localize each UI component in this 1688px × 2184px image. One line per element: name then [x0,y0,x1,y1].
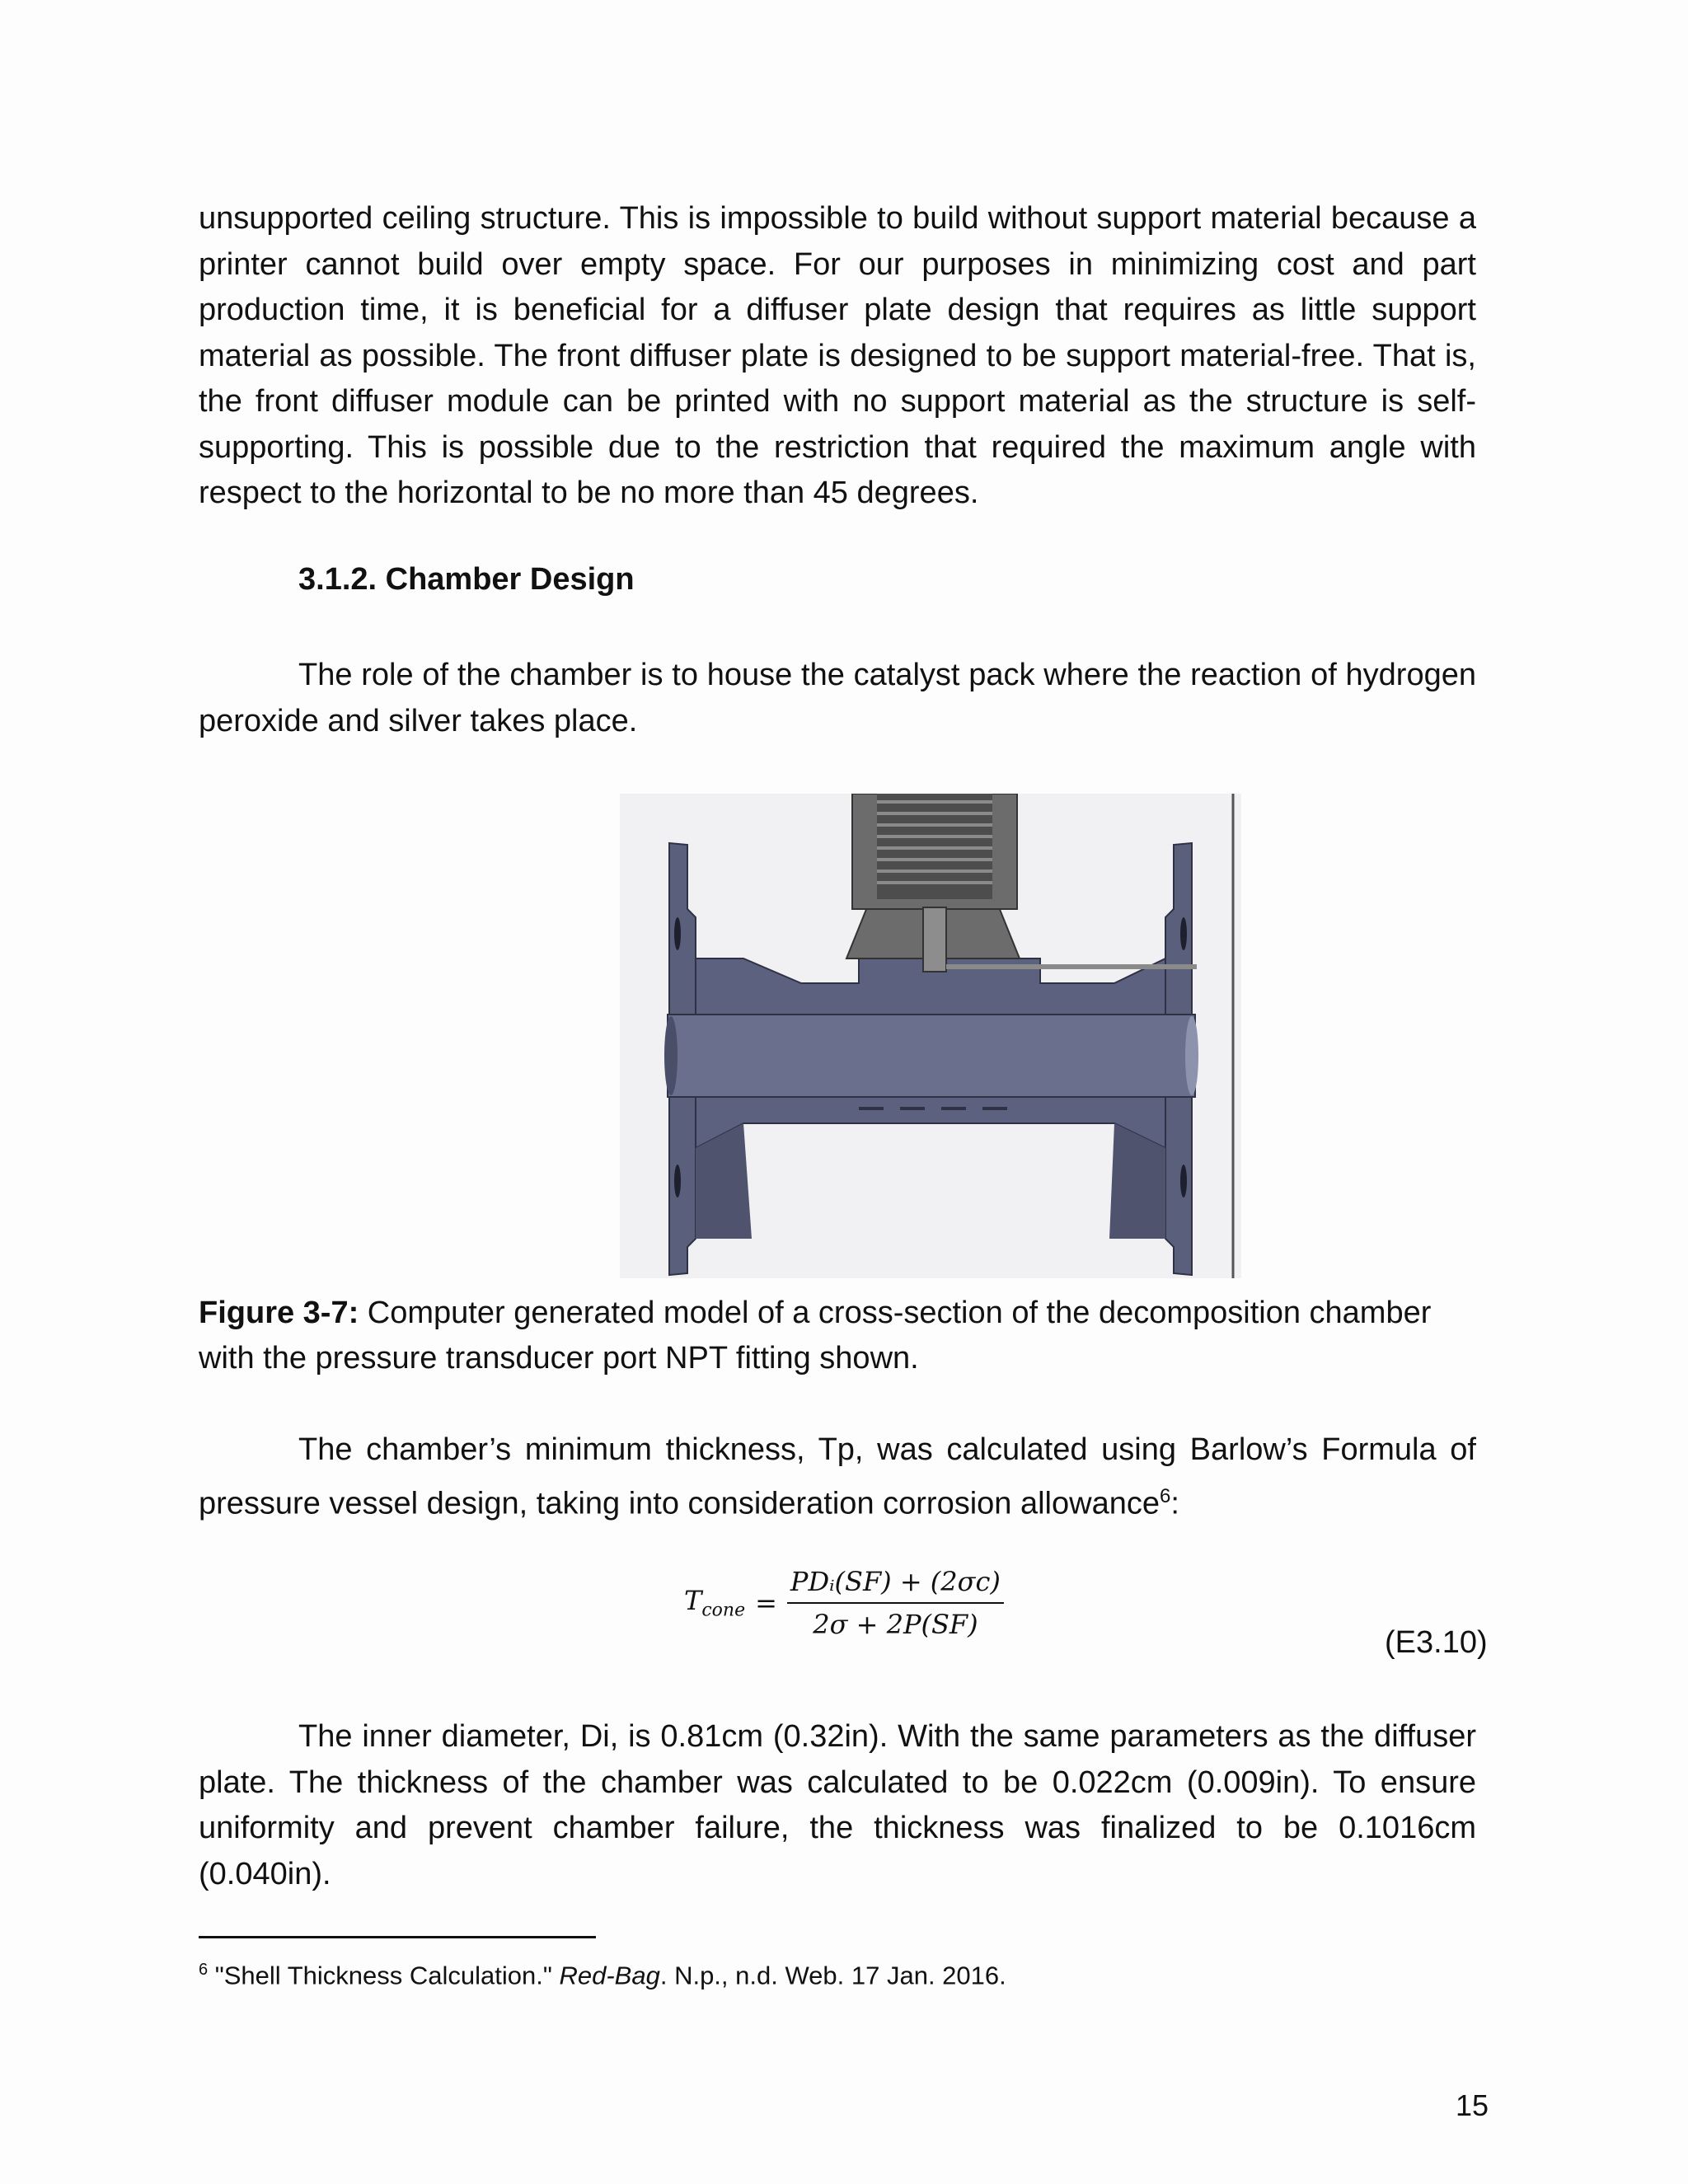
equation-denominator: 2σ + 2P(SF) [813,1609,978,1640]
equation-lhs: $T_{cone}$ [684,1585,746,1621]
barlow-paragraph [199,1427,1476,1527]
chamber-role-paragraph: The role of the chamber is to house the catalyst pack where the reaction of hydrogen peroxide and silver takes place. [199,658,1476,738]
figure-caption [199,1291,1476,1381]
barlow-equation [684,1566,1004,1640]
barlow-text: The chamber’s minimum thickness, Tp, was calculated using Barlow’s Formula of pressure vessel design, taking into consideration corrosion allowance [199,1432,1476,1521]
page-number: 15 [1456,2088,1489,2122]
footnote [199,1953,1006,1992]
equation-numerator: PDᵢ(SF) + (2σc) [787,1566,1004,1604]
figure-caption-text: Computer generated model of a cross-section of the decomposition chamber with the pressure transducer port NPT fitting shown. [199,1296,1432,1376]
equation-fraction [787,1566,1004,1640]
footnote-reference: 6 [1159,1484,1171,1507]
footnote-source: Red-Bag [559,1961,660,1990]
figure-label: Figure 3-7: [199,1296,359,1330]
barlow-colon: : [1170,1486,1179,1521]
footnote-text-after: . N.p., n.d. Web. 17 Jan. 2016. [659,1961,1006,1990]
equation-lhs-subscript: cone [701,1600,746,1621]
footnote-divider [199,1936,596,1938]
chamber-model-illustration [620,794,1241,1278]
equation-number: (E3.10) [1385,1625,1488,1660]
intro-paragraph: unsupported ceiling structure. This is impossible to build without support material because a printer cannot build over empty space. For our purposes in minimizing cost and part production time, it is beneficial for a diffuser plate design that requires as little support material as possible. The front diffuser plate is designed to be support material-free. That is, the front diffuser module can be printed with no support material as the structure is self-supporting. This is possible due to the restriction that required the maximum angle with respect to the horizontal to be no more than 45 degrees. [199,201,1476,510]
footnote-marker: 6 [199,1961,209,1979]
footnote-text-before: "Shell Thickness Calculation." [208,1961,560,1990]
results-paragraph: The inner diameter, Di, is 0.81cm (0.32in). With the same parameters as the diffuser plate. The thickness of the chamber was calculated to be 0.022cm (0.009in). To ensure uniformity and prevent chamber failure, the thickness was finalized to be 0.1016cm (0.040in). [199,1719,1476,1891]
equation-equals: = [755,1587,777,1619]
chamber-cross-section-figure [620,794,1241,1278]
section-heading: 3.1.2. Chamber Design [298,562,635,597]
